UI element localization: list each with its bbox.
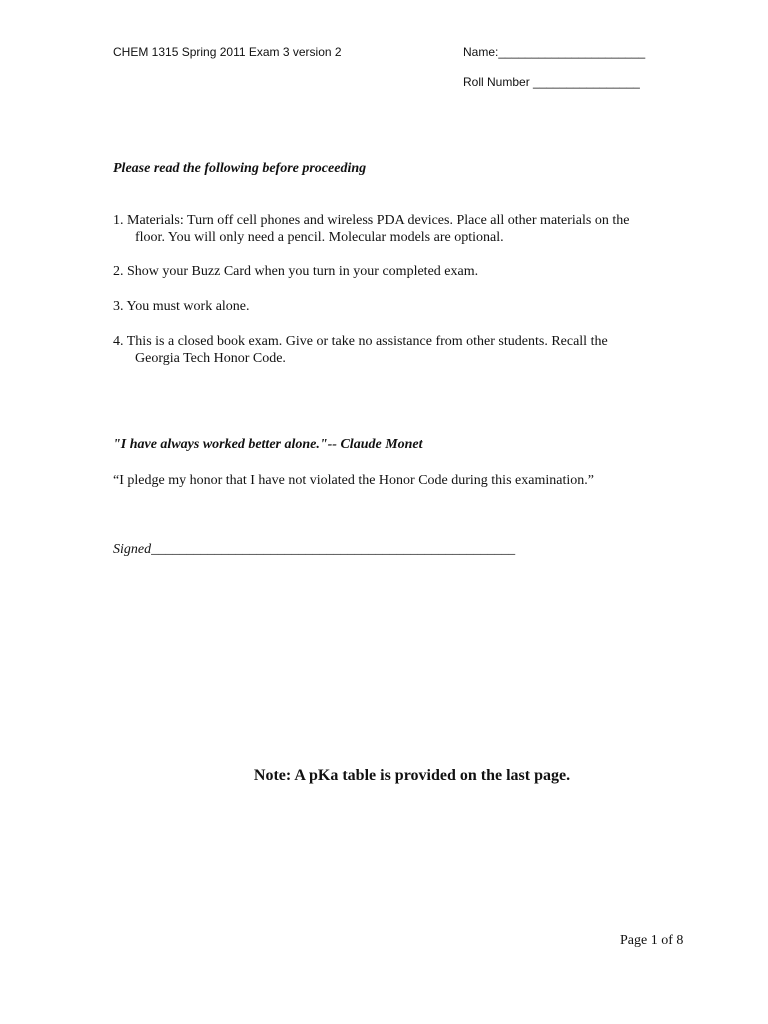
- roll-number-field: Roll Number ________________: [463, 75, 640, 89]
- instruction-item-closed-book: [113, 333, 683, 367]
- instruction-item-materials: [113, 212, 683, 246]
- instruction-line: 2. Show your Buzz Card when you turn in your completed exam.: [113, 264, 479, 279]
- honor-pledge: “I pledge my honor that I have not violated the Honor Code during this examination.”: [113, 473, 594, 488]
- quote: "I have always worked better alone."-- Claude Monet: [113, 437, 423, 452]
- instruction-line-continued: Georgia Tech Honor Code.: [135, 351, 286, 366]
- instruction-line: 1. Materials: Turn off cell phones and wireless PDA devices. Place all other materials on the: [113, 213, 630, 228]
- signature-line: Signed____________________________________________________: [113, 542, 516, 557]
- name-field: Name:______________________: [463, 45, 646, 59]
- instruction-item-buzz-card: [113, 263, 683, 280]
- pka-note: Note: A pKa table is provided on the last page.: [253, 767, 571, 784]
- instruction-line: 3. You must work alone.: [113, 299, 250, 314]
- exam-title: CHEM 1315 Spring 2011 Exam 3 version 2: [113, 45, 342, 59]
- instructions-heading: Please read the following before proceeding: [113, 161, 367, 176]
- page-number: Page 1 of 8: [620, 933, 684, 948]
- instruction-item-work-alone: [113, 298, 683, 315]
- instruction-line-continued: floor. You will only need a pencil. Molecular models are optional.: [135, 230, 504, 245]
- instruction-line: 4. This is a closed book exam. Give or take no assistance from other students. Recall the: [113, 334, 608, 349]
